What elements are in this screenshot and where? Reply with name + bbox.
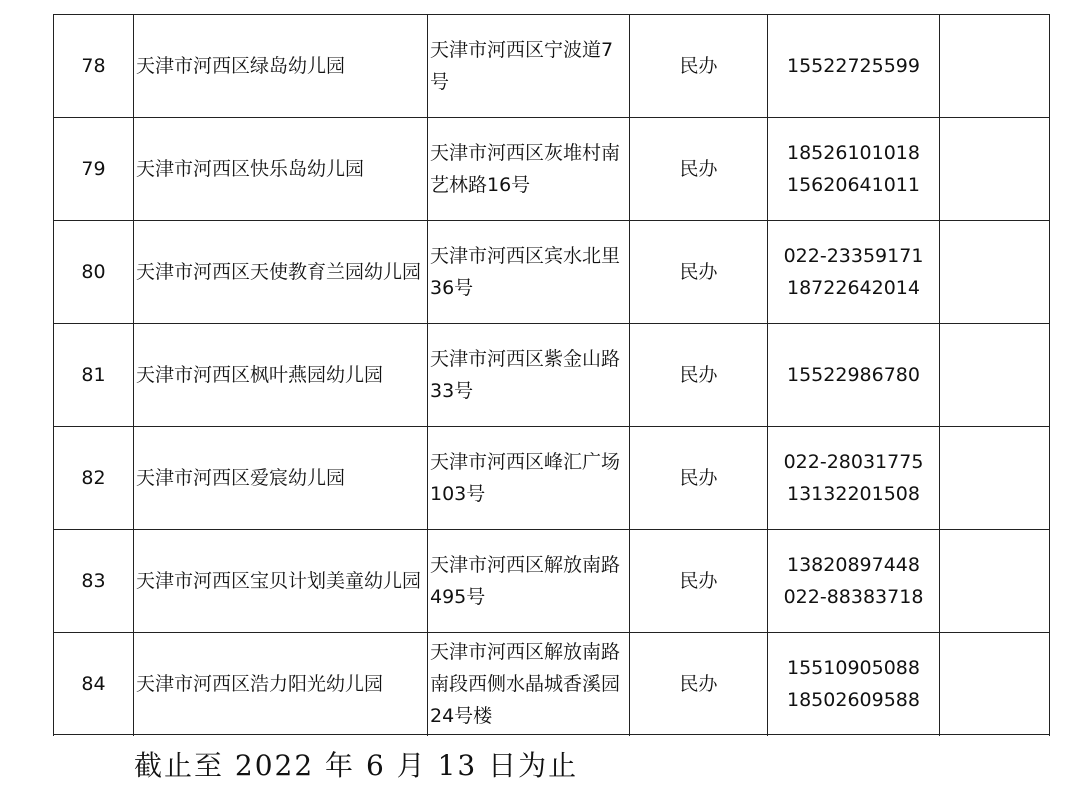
table-row	[54, 118, 1050, 221]
ownership-type-cell: 民办	[630, 221, 768, 324]
phone-number: 15510905088	[787, 657, 920, 680]
phone-cell	[768, 15, 940, 118]
remarks-cell	[940, 530, 1050, 633]
row-number-cell: 78	[54, 15, 134, 118]
phone-number: 022-88383718	[783, 586, 924, 608]
kindergarten-name-cell: 天津市河西区爱宸幼儿园	[134, 427, 428, 530]
phone-number: 18722642014	[787, 277, 920, 299]
kindergarten-name-cell: 天津市河西区枫叶燕园幼儿园	[134, 324, 428, 427]
table-row	[54, 324, 1050, 427]
phone-number: 022-28031775	[783, 451, 924, 473]
kindergarten-name-cell: 天津市河西区宝贝计划美童幼儿园	[134, 530, 428, 633]
ownership-type-cell: 民办	[630, 15, 768, 118]
address-cell: 天津市河西区解放南路南段西侧水晶城香溪园24号楼	[428, 633, 630, 736]
row-number-cell: 83	[54, 530, 134, 633]
address-cell: 天津市河西区峰汇广场103号	[428, 427, 630, 530]
phone-number: 15522725599	[787, 55, 920, 77]
table-body	[54, 15, 1050, 736]
remarks-cell	[940, 118, 1050, 221]
kindergarten-name-cell: 天津市河西区天使教育兰园幼儿园	[134, 221, 428, 324]
phone-number: 15620641011	[787, 174, 920, 196]
remarks-cell	[940, 324, 1050, 427]
phone-number: 18502609588	[787, 689, 920, 712]
row-number-cell: 81	[54, 324, 134, 427]
row-number-cell: 84	[54, 633, 134, 736]
ownership-type-cell: 民办	[630, 530, 768, 633]
row-number-cell: 82	[54, 427, 134, 530]
kindergarten-name-cell: 天津市河西区绿岛幼儿园	[134, 15, 428, 118]
address-cell: 天津市河西区宁波道7号	[428, 15, 630, 118]
remarks-cell	[940, 633, 1050, 736]
kindergarten-table	[53, 14, 1050, 736]
phone-cell	[768, 530, 940, 633]
row-number-cell: 79	[54, 118, 134, 221]
ownership-type-cell: 民办	[630, 324, 768, 427]
row-number-cell: 80	[54, 221, 134, 324]
table-row	[54, 633, 1050, 736]
address-cell: 天津市河西区宾水北里36号	[428, 221, 630, 324]
address-cell: 天津市河西区紫金山路33号	[428, 324, 630, 427]
address-cell: 天津市河西区灰堆村南艺林路16号	[428, 118, 630, 221]
phone-cell	[768, 633, 940, 736]
table-row	[54, 427, 1050, 530]
ownership-type-cell: 民办	[630, 118, 768, 221]
ownership-type-cell: 民办	[630, 427, 768, 530]
remarks-cell	[940, 427, 1050, 530]
remarks-cell	[940, 15, 1050, 118]
table-row	[54, 221, 1050, 324]
phone-cell	[768, 221, 940, 324]
ownership-type-cell: 民办	[630, 633, 768, 736]
table-row	[54, 15, 1050, 118]
kindergarten-name-cell: 天津市河西区快乐岛幼儿园	[134, 118, 428, 221]
table-row	[54, 530, 1050, 633]
phone-number: 15522986780	[787, 364, 920, 386]
kindergarten-name-cell: 天津市河西区浩力阳光幼儿园	[134, 633, 428, 736]
phone-cell	[768, 427, 940, 530]
address-cell: 天津市河西区解放南路495号	[428, 530, 630, 633]
phone-number: 13132201508	[787, 483, 920, 505]
phone-cell	[768, 118, 940, 221]
phone-number: 022-23359171	[783, 245, 924, 267]
phone-cell	[768, 324, 940, 427]
phone-number: 18526101018	[787, 142, 920, 164]
remarks-cell	[940, 221, 1050, 324]
table-bottom-border	[53, 734, 1049, 735]
footer-date-note: 截止至 2022 年 6 月 13 日为止	[134, 749, 579, 782]
phone-number: 13820897448	[787, 554, 920, 576]
